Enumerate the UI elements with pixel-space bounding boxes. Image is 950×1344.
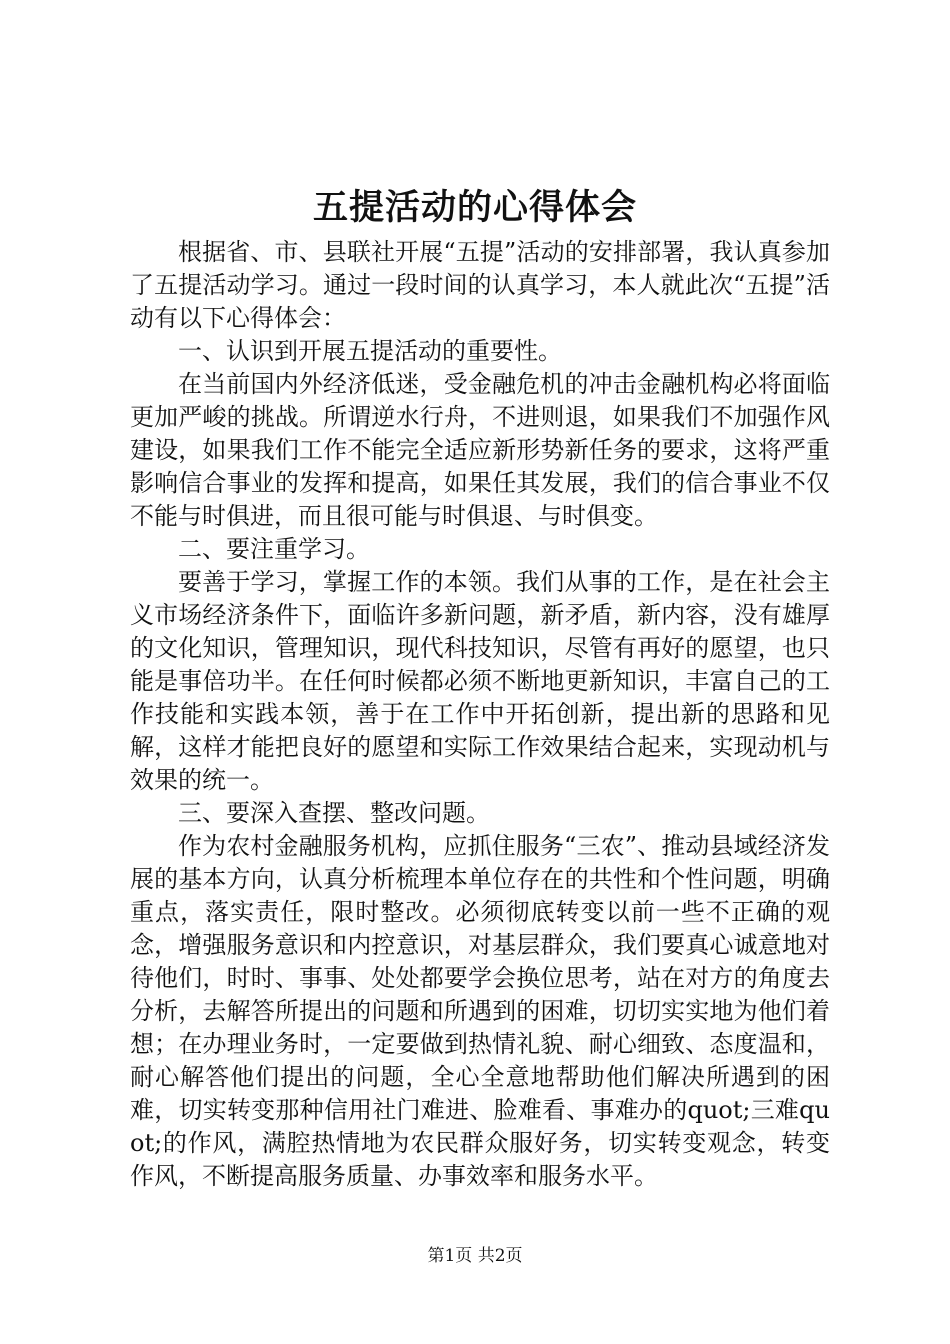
document-title: 五提活动的心得体会 [312, 187, 637, 228]
section-heading-3: 三、要深入查摆、整改问题。 [178, 799, 490, 827]
section-heading-2: 二、要注重学习。 [178, 535, 370, 563]
page-number-footer: 第1页 共2页 [427, 1246, 523, 1266]
document-body [130, 236, 830, 1193]
paragraph-section-2: 要善于学习，掌握工作的本领。我们从事的工作，是在社会主义市场经济条件下，面临许多新问题，新矛盾，新内容，没有雄厚的文化知识，管理知识，现代科技知识，尽管有再好的愿望，也只能是事倍功半。在任何时候都必须不断地更新知识，丰富自己的工作技能和实践本领，善于在工作中开拓创新，提出新的思路和见解，这样才能把良好的愿望和实际工作效果结合起来，实现动机与效果的统一。 [130, 568, 830, 794]
paragraph-section-3: 作为农村金融服务机构，应抓住服务“三农”、推动县域经济发展的基本方向，认真分析梳理本单位存在的共性和个性问题，明确重点，落实责任，限时整改。必须彻底转变以前一些不正确的观念，增强服务意识和内控意识，对基层群众，我们要真心诚意地对待他们，时时、事事、处处都要学会换位思考，站在对方的角度去分析，去解答所提出的问题和所遇到的困难，切切实实地为他们着想；在办理业务时，一定要做到热情礼貌、耐心细致、态度温和，耐心解答他们提出的问题，全心全意地帮助他们解决所遇到的困难，切实转变那种信用社门难进、脸难看、事难办的quot;三难quot;的作风，满腔热情地为农民群众服好务，切实转变观念，转变作风，不断提高服务质量、办事效率和服务水平。 [130, 832, 830, 1190]
paragraph-intro: 根据省、市、县联社开展“五提”活动的安排部署，我认真参加了五提活动学习。通过一段时间的认真学习，本人就此次“五提”活动有以下心得体会： [130, 238, 830, 332]
paragraph-section-1: 在当前国内外经济低迷，受金融危机的冲击金融机构必将面临更加严峻的挑战。所谓逆水行舟，不进则退，如果我们不加强作风建设，如果我们工作不能完全适应新形势新任务的要求，这将严重影响信合事业的发挥和提高，如果任其发展，我们的信合事业不仅不能与时俱进，而且很可能与时俱退、与时俱变。 [130, 370, 830, 530]
section-heading-1: 一、认识到开展五提活动的重要性。 [178, 337, 562, 365]
